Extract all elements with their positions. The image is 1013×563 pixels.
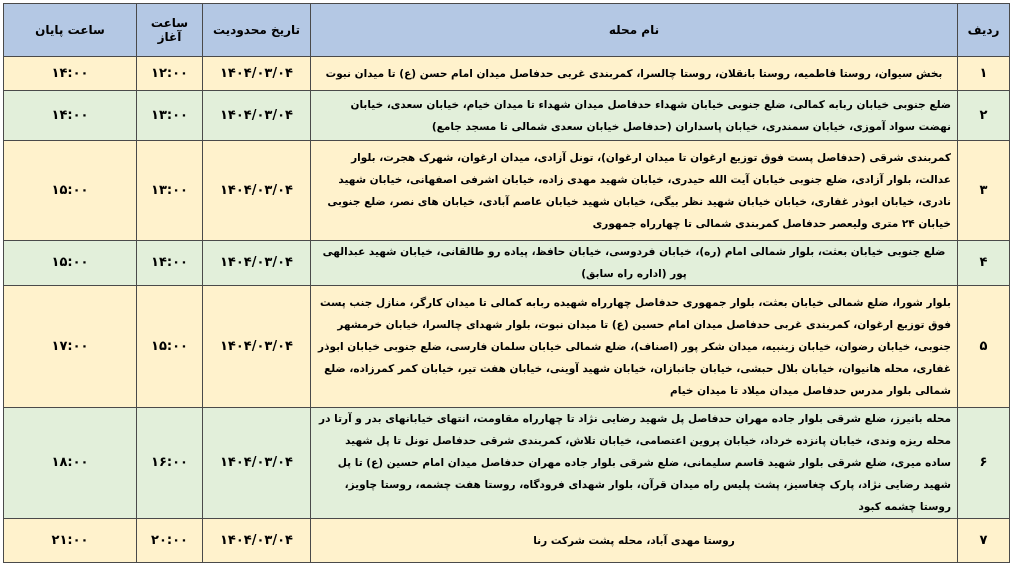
table-row — [4, 241, 1010, 286]
end-time: ۱۸:۰۰ — [4, 408, 137, 519]
header-row-no: ردیف — [958, 4, 1010, 57]
end-time: ۱۵:۰۰ — [4, 141, 137, 241]
restriction-date: ۱۴۰۴/۰۳/۰۴ — [203, 141, 311, 241]
restriction-date: ۱۴۰۴/۰۳/۰۴ — [203, 286, 311, 408]
restriction-date: ۱۴۰۴/۰۳/۰۴ — [203, 241, 311, 286]
table-row — [4, 519, 1010, 563]
restriction-date: ۱۴۰۴/۰۳/۰۴ — [203, 57, 311, 91]
row-number: ۶ — [958, 408, 1010, 519]
restriction-date: ۱۴۰۴/۰۳/۰۴ — [203, 91, 311, 141]
area-names: روستا مهدی آباد، محله پشت شرکت رنا — [311, 519, 958, 563]
table-row — [4, 91, 1010, 141]
row-number: ۴ — [958, 241, 1010, 286]
restriction-date: ۱۴۰۴/۰۳/۰۴ — [203, 519, 311, 563]
row-number: ۷ — [958, 519, 1010, 563]
end-time: ۱۴:۰۰ — [4, 91, 137, 141]
start-time: ۱۳:۰۰ — [137, 91, 203, 141]
table-row — [4, 408, 1010, 519]
outage-table — [3, 3, 1010, 563]
start-time: ۱۶:۰۰ — [137, 408, 203, 519]
start-time: ۱۲:۰۰ — [137, 57, 203, 91]
table-row — [4, 57, 1010, 91]
area-names: ضلع جنوبی خیابان ربابه کمالی، ضلع جنوبی خیابان شهداء حدفاصل میدان شهداء تا میدان خیام، خیابان سعدی، خیابان نهضت سواد آموزی، خیابان سمندری، خیابان پاسداران (حدفاصل خیابان سعدی شمالی تا مسجد جامع) — [311, 91, 958, 141]
table-row — [4, 286, 1010, 408]
area-names: بخش سیوان، روستا فاطمیه، روستا بانقلان، روستا چالسرا، کمربندی غربی حدفاصل میدان امام حسن (ع) تا میدان نبوت — [311, 57, 958, 91]
outage-schedule — [3, 3, 1009, 554]
end-time: ۱۵:۰۰ — [4, 241, 137, 286]
header-area: نام محله — [311, 4, 958, 57]
end-time: ۱۷:۰۰ — [4, 286, 137, 408]
area-names: کمربندی شرقی (حدفاصل پست فوق توزیع ارغوان تا میدان ارغوان)، تونل آزادی، میدان ارغوان، شهرک هجرت، بلوار عدالت، بلوار آزادی، ضلع جنوبی خیابان آیت الله حیدری، خیابان شهید مهدی زاده، خیابان اشرفی اصفهانی، خیابان شهید نادری، خیابان ابوذر غفاری، خیابان خیابان شهید نظر بیگی، خیابان شهید خیابان عاصم آبادی، خیابان های نصر، ضلع جنوبی خیابان ۲۴ متری ولیعصر حدفاصل کمربندی شمالی تا چهارراه جمهوری — [311, 141, 958, 241]
area-names: ضلع جنوبی خیابان بعثت، بلوار شمالی امام (ره)، خیابان فردوسی، خیابان حافظ، پیاده رو طالقانی، خیابان شهید عبدالهی پور (اداره راه سابق) — [311, 241, 958, 286]
start-time: ۱۵:۰۰ — [137, 286, 203, 408]
row-number: ۳ — [958, 141, 1010, 241]
area-names: محله بانیرز، ضلع شرقی بلوار جاده مهران حدفاصل پل شهید رضایی نژاد تا چهارراه مقاومت، انتهای خیابانهای بدر و آرتا در محله ریزه وندی، خیابان پانزده خرداد، خیابان پروین اعتصامی، خیابان تلاش، کمربندی شرقی حدفاصل تونل تا پل شهید ساده میری، ضلع شرقی بلوار شهید قاسم سلیمانی، ضلع شرقی بلوار جاده مهران حدفاصل میدان امام حسین (ع) تا پل شهید رضایی نژاد، پارک چغاسیز، پشت پلیس راه میدان قرآن، بلوار شهدای فرودگاه، روستا هفت چشمه، روستا چاویز، روستا چشمه کبود — [311, 408, 958, 519]
header-date: تاریخ محدودیت — [203, 4, 311, 57]
row-number: ۵ — [958, 286, 1010, 408]
end-time: ۲۱:۰۰ — [4, 519, 137, 563]
start-time: ۱۳:۰۰ — [137, 141, 203, 241]
table-row — [4, 141, 1010, 241]
row-number: ۲ — [958, 91, 1010, 141]
header-row — [4, 4, 1010, 57]
row-number: ۱ — [958, 57, 1010, 91]
area-names: بلوار شورا، ضلع شمالی خیابان بعثت، بلوار جمهوری حدفاصل چهارراه شهیده ربابه کمالی تا میدان کارگر، منازل جنب پست فوق توزیع ارغوان، کمربندی غربی حدفاصل میدان امام حسین (ع) تا میدان نبوت، بلوار شهدای چالسرا، خیابان خرمشهر جنوبی، خیابان رضوان، خیابان زینبیه، میدان شکر پور (اصناف)، ضلع شمالی خیابان سلمان فارسی، ضلع جنوبی خیابان ابوذر غفاری، محله هانیوان، خیابان بلال حبشی، خیابان جانبازان، خیابان شهید آوینی، خیابان هفت تیر، خیابان کمر کمرزاده، ضلع شمالی بلوار مدرس حدفاصل میدان میلاد تا میدان خیام — [311, 286, 958, 408]
header-start: ساعت آغاز — [137, 4, 203, 57]
start-time: ۱۴:۰۰ — [137, 241, 203, 286]
start-time: ۲۰:۰۰ — [137, 519, 203, 563]
header-end: ساعت پایان — [4, 4, 137, 57]
restriction-date: ۱۴۰۴/۰۳/۰۴ — [203, 408, 311, 519]
end-time: ۱۴:۰۰ — [4, 57, 137, 91]
